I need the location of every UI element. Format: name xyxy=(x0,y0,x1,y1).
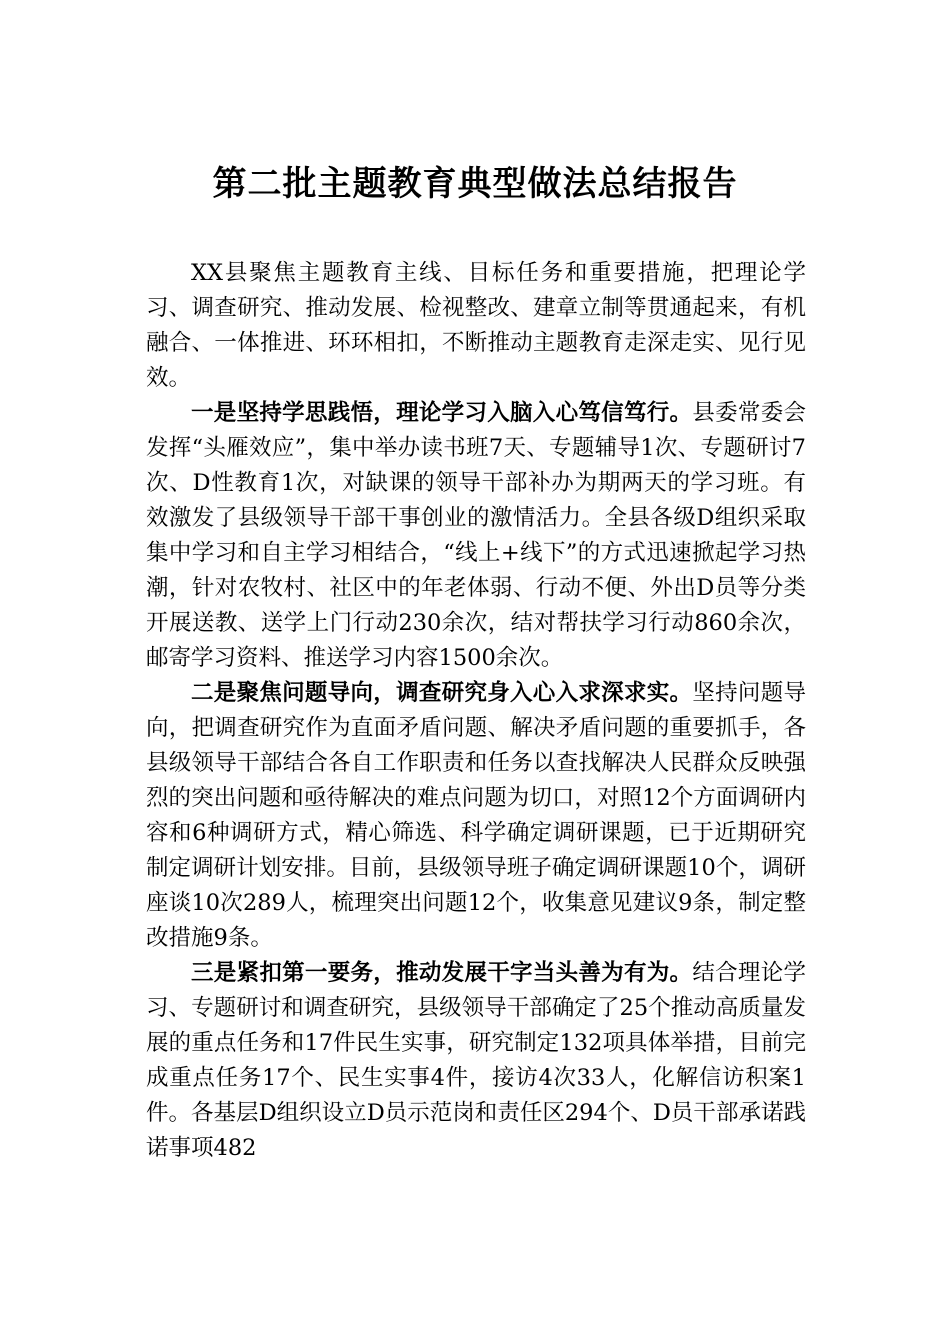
paragraph-lead: 三是紧扣第一要务，推动发展干字当头善为有为。 xyxy=(191,960,693,986)
document-title: 第二批主题教育典型做法总结报告 xyxy=(212,164,738,204)
paragraph-lead: 二是聚焦问题导向，调查研究身入心入求深求实。 xyxy=(191,680,693,706)
paragraph-intro xyxy=(146,256,806,396)
paragraph-investigation xyxy=(146,676,806,956)
paragraph-development xyxy=(146,956,806,1166)
paragraph-theory-study xyxy=(146,396,806,676)
document-body xyxy=(146,256,806,1166)
paragraph-text: 坚持问题导向，把调查研究作为直面矛盾问题、解决矛盾问题的重要抓手，各县级领导干部结合各自工作职责和任务以查找解决人民群众反映强烈的突出问题和亟待解决的难点问题为切口，对照12个方面调研内容和6种调研方式，精心筛选、科学确定调研课题，已于近期研究制定调研计划安排。目前，县级领导班子确定调研课题10个，调研座谈10次289人，梳理突出问题12个，收集意见建议9条，制定整改措施9条。 xyxy=(146,680,806,951)
paragraph-text: 县委常委会发挥“头雁效应”，集中举办读书班7天、专题辅导1次、专题研讨7次、D性教育1次，对缺课的领导干部补办为期两天的学习班。有效激发了县级领导干部干事创业的激情活力。全县各级D组织采取集中学习和自主学习相结合，“线上+线下”的方式迅速掀起学习热潮，针对农牧村、社区中的年老体弱、行动不便、外出D员等分类开展送教、送学上门行动230余次，结对帮扶学习行动860余次，邮寄学习资料、推送学习内容1500余次。 xyxy=(146,400,806,671)
paragraph-text: 结合理论学习、专题研讨和调查研究，县级领导干部确定了25个推动高质量发展的重点任务和17件民生实事，研究制定132项具体举措，目前完成重点任务17个、民生实事4件，接访4次33人，化解信访积案1件。各基层D组织设立D员示范岗和责任区294个、D员干部承诺践诺事项482 xyxy=(146,960,806,1161)
paragraph-lead: 一是坚持学思践悟，理论学习入脑入心笃信笃行。 xyxy=(191,400,693,426)
paragraph-text: XX县聚焦主题教育主线、目标任务和重要措施，把理论学习、调查研究、推动发展、检视整改、建章立制等贯通起来，有机融合、一体推进、环环相扣，不断推动主题教育走深走实、见行见效。 xyxy=(146,260,806,391)
